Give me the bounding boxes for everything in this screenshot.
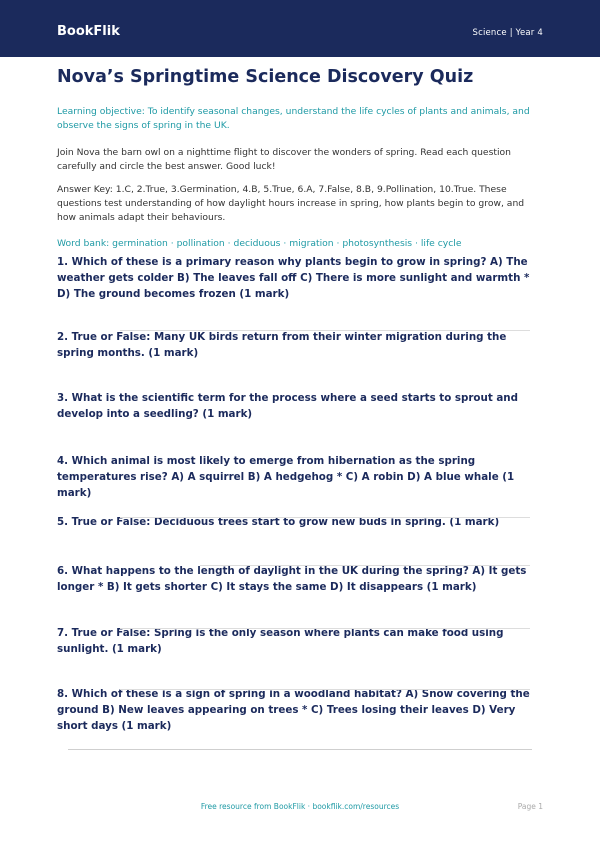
document-body	[57, 66, 543, 268]
question-8: 8. Which of these is a sign of spring in a woodland habitat? A) Snow covering the ground B) New leaves appearing on trees * C) Trees losing their leaves D) Very short days (1 mark)	[57, 688, 530, 732]
question-7: 7. True or False: Spring is the only season where plants can make food using sunlight. (1 mark)	[57, 627, 504, 655]
header-bar	[0, 0, 600, 57]
question-3: 3. What is the scientific term for the process where a seed starts to sprout and develop into a seedling? (1 mark)	[57, 392, 518, 420]
question-2: 2. True or False: Many UK birds return from their winter migration during the spring months. (1 mark)	[57, 331, 507, 359]
answer-line-6	[200, 565, 530, 566]
question-4: 4. Which animal is most likely to emerge from hibernation as the spring temperatures rise? A) A squirrel B) A hedgehog * C) A robin D) A blue whale (1 mark)	[57, 455, 515, 499]
answer-line-8	[120, 689, 530, 690]
page-title: Nova’s Springtime Science Discovery Quiz	[57, 67, 474, 87]
learning-objective: Learning objective: To identify seasonal changes, understand the life cycles of plants and animals, and observe the signs of spring in the UK.	[57, 106, 530, 131]
footer-credit[interactable]: Free resource from BookFlik · bookflik.com/resources	[200, 802, 400, 811]
intro-text: Join Nova the barn owl on a nighttime flight to discover the wonders of spring. Read each question carefully and circle the best answer. Good luck!	[57, 147, 511, 172]
brand-logo-text[interactable]: BookFlik	[57, 24, 120, 39]
word-bank: Word bank: germination · pollination · deciduous · migration · photosynthesis · life cycle	[57, 238, 462, 249]
question-6: 6. What happens to the length of daylight in the UK during the spring? A) It gets longer * B) It gets shorter C) It stays the same D) It disappears (1 mark)	[57, 565, 527, 593]
question-5: 5. True or False: Deciduous trees start to grow new buds in spring. (1 mark)	[57, 516, 500, 528]
answer-key: Answer Key: 1.C, 2.True, 3.Germination, 4.B, 5.True, 6.A, 7.False, 8.B, 9.Pollination, 10.True. These questions test understanding of how daylight hours increase in spring, how plants begin to grow, and how animals adapt their behaviours.	[57, 184, 525, 223]
question-1: 1. Which of these is a primary reason why plants begin to grow in spring? A) The weather gets colder B) The leaves fall off C) There is more sunlight and warmth * D) The ground becomes frozen (1 mark)	[57, 256, 530, 300]
answer-line-7	[120, 628, 530, 629]
page-number: Page 1	[517, 802, 543, 811]
subject-year-label: Science | Year 4	[472, 28, 543, 38]
footer-divider	[68, 749, 532, 750]
answer-line-5	[120, 517, 530, 518]
